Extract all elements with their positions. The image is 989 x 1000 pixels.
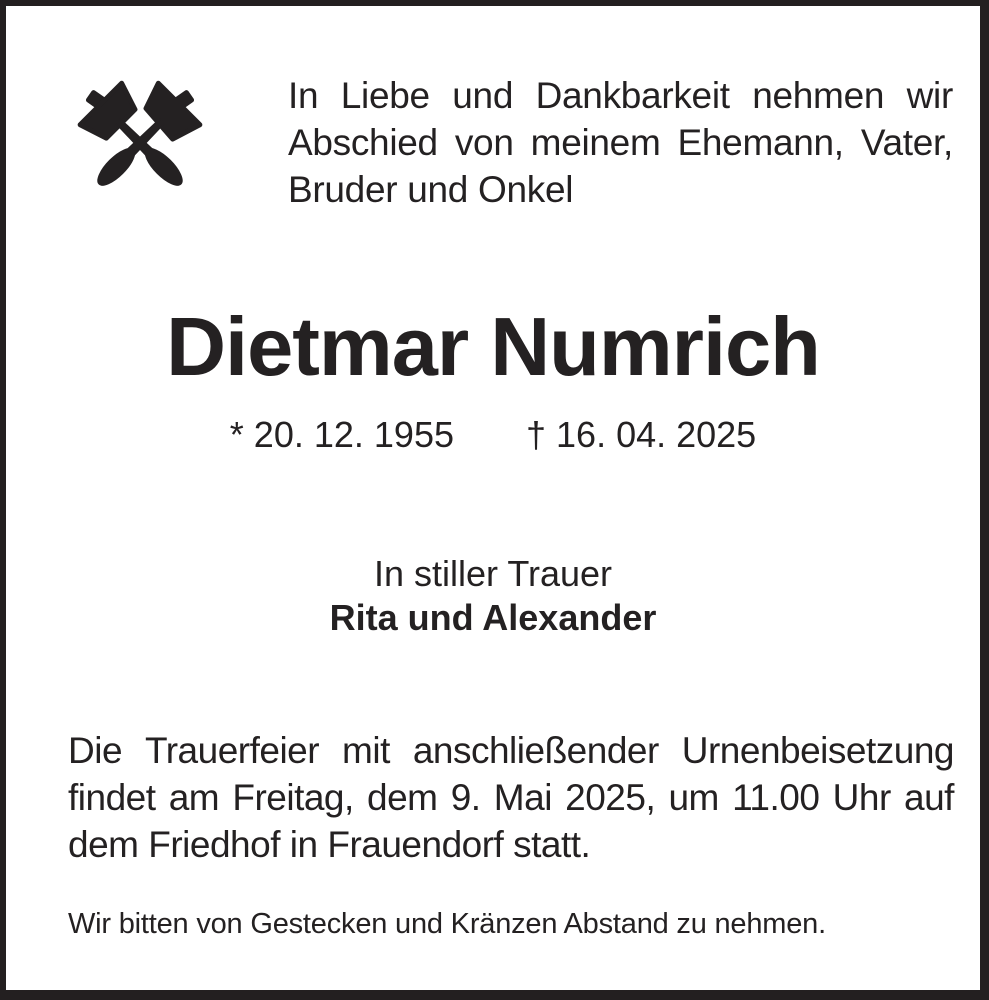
birth-date: * 20. 12. 1955 (229, 414, 454, 455)
intro-line-2: Abschied von meinem Ehemann, Vater, (288, 122, 953, 163)
details-line-1: Die Trauerfeier mit anschließender Urnenbeisetzung (68, 730, 954, 771)
deceased-name: Dietmar Numrich (166, 300, 820, 393)
mining-hammers-icon (70, 68, 210, 214)
intro-line-3: Bruder und Onkel (288, 169, 574, 210)
funeral-details (68, 727, 954, 868)
death-date: † 16. 04. 2025 (526, 414, 757, 455)
flowers-note: Wir bitten von Gestecken und Kränzen Abstand zu nehmen. (68, 908, 826, 940)
intro-text (288, 72, 953, 213)
details-line-2: findet am Freitag, dem 9. Mai 2025, um 11.00 Uhr auf (68, 777, 954, 818)
details-line-3: dem Friedhof in Frauendorf statt. (68, 824, 591, 865)
life-dates (6, 414, 980, 456)
mourning-phrase: In stiller Trauer (373, 553, 613, 594)
mourning-block (6, 552, 980, 640)
mourners-names: Rita und Alexander (329, 597, 657, 638)
intro-line-1: In Liebe und Dankbarkeit nehmen wir (288, 75, 953, 116)
